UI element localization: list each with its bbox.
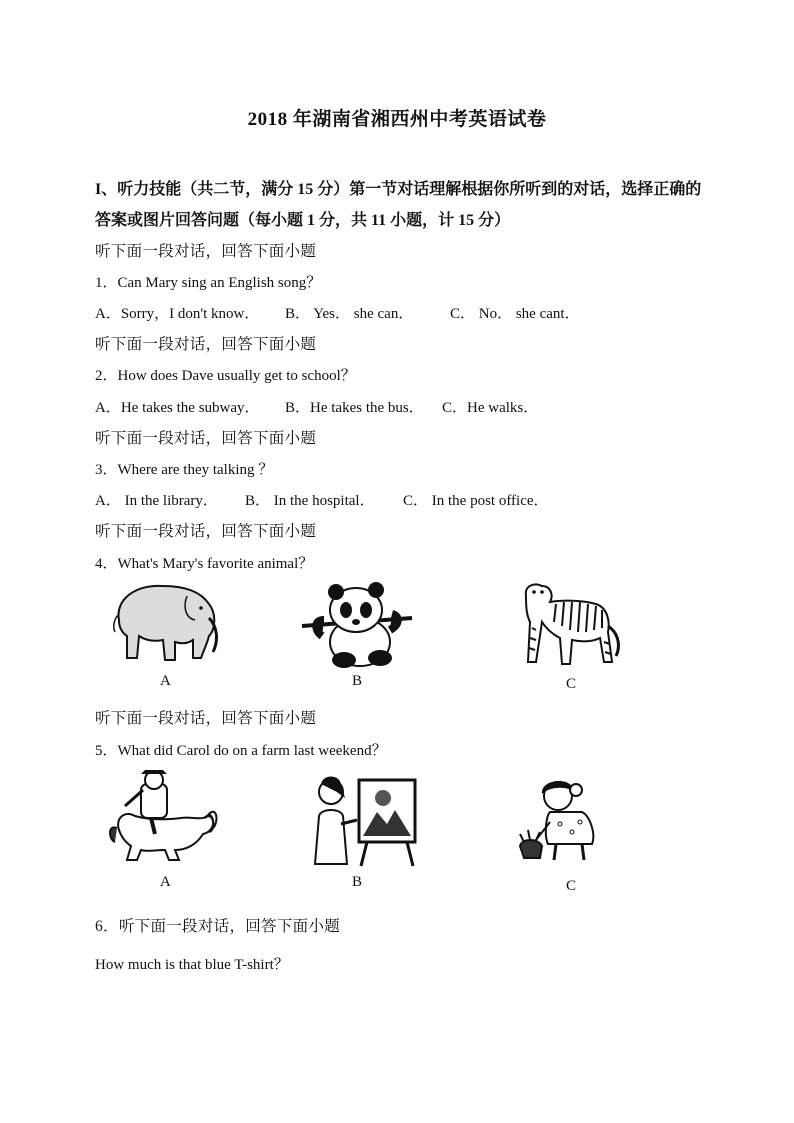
question-2: 2．How does Dave usually get to school？: [95, 368, 356, 384]
question-1: 1．Can Mary sing an English song？: [95, 275, 322, 291]
question-1-options: [95, 302, 580, 323]
instruction-5: 听下面一段对话，回答下面小题: [95, 710, 317, 727]
girl-gardening-icon[interactable]: [516, 772, 626, 867]
option-c[interactable]: C． In the post office．: [403, 493, 549, 509]
picture-label-c: C: [566, 676, 577, 692]
option-b[interactable]: B． Yes． she can．: [285, 306, 414, 322]
question-4: 4．What's Mary's favorite animal？: [95, 556, 314, 572]
question-6-sub: How much is that blue T-shirt？: [95, 957, 289, 973]
question-2-options: [95, 396, 538, 417]
question-5: 5．What did Carol do on a farm last weekend？: [95, 743, 387, 759]
section-header-line-2: 答案或图片回答问题（每小题 1 分，共 11 小题，计 15 分）: [95, 212, 511, 229]
option-b[interactable]: B．He takes the bus．: [285, 400, 424, 416]
picture-label-c: C: [566, 878, 577, 894]
instruction-1: 听下面一段对话，回答下面小题: [95, 243, 317, 260]
picture-label-a: A: [160, 673, 171, 689]
picture-label-b: B: [352, 673, 363, 689]
elephant-icon[interactable]: [105, 574, 225, 664]
option-c[interactable]: C． No． she cant．: [450, 306, 580, 322]
question-6: 6．听下面一段对话，回答下面小题: [95, 918, 341, 935]
panda-icon[interactable]: [300, 576, 415, 671]
option-b[interactable]: B． In the hospital．: [245, 493, 375, 509]
page-title: 2018 年湖南省湘西州中考英语试卷: [247, 109, 547, 130]
instruction-4: 听下面一段对话，回答下面小题: [95, 523, 317, 540]
instruction-3: 听下面一段对话，回答下面小题: [95, 430, 317, 447]
option-a[interactable]: A． In the library．: [95, 493, 218, 509]
question-3: 3．Where are they talking ？: [95, 462, 274, 478]
option-a[interactable]: A．Sorry，I don't know．: [95, 306, 260, 322]
tiger-icon[interactable]: [516, 578, 626, 670]
horse-riding-icon[interactable]: [105, 770, 220, 865]
instruction-2: 听下面一段对话，回答下面小题: [95, 336, 317, 353]
option-c[interactable]: C．He walks．: [442, 400, 539, 416]
picture-label-a: A: [160, 874, 171, 890]
option-a[interactable]: A．He takes the subway．: [95, 400, 260, 416]
picture-label-b: B: [352, 874, 363, 890]
section-header-line-1: I、听力技能（共二节，满分 15 分）第一节对话理解根据你所听到的对话，选择正确的: [95, 181, 702, 198]
question-3-options: [95, 489, 549, 510]
painting-icon[interactable]: [305, 770, 420, 868]
